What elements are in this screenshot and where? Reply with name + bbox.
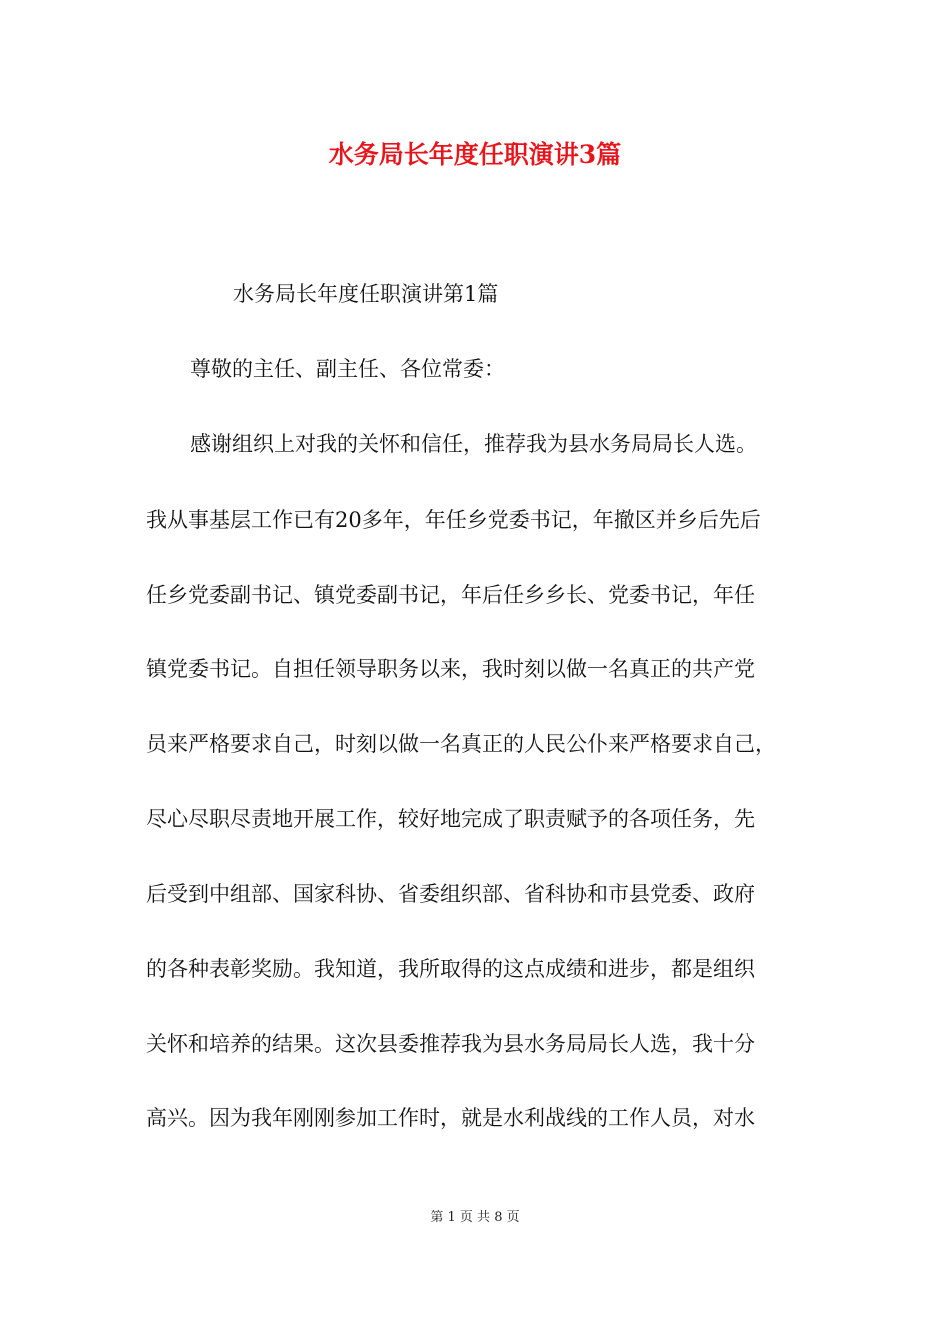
- paragraph-line: 任乡党委副书记、镇党委副书记，年后任乡乡长、党委书记，年任: [146, 583, 755, 607]
- document-title: 水务局长年度任职演讲3篇: [328, 140, 622, 169]
- paragraph-line: 感谢组织上对我的关怀和信任，推荐我为县水务局局长人选。: [190, 432, 757, 456]
- section-heading: 水务局长年度任职演讲第1篇: [233, 282, 499, 306]
- paragraph-line: 我从事基层工作已有20多年，年任乡党委书记，年撤区并乡后先后: [146, 508, 761, 532]
- paragraph-line: 员来严格要求自己，时刻以做一名真正的人民公仆来严格要求自己，: [146, 732, 776, 756]
- paragraph-line: 后受到中组部、国家科协、省委组织部、省科协和市县党委、政府: [146, 882, 755, 906]
- paragraph-line: 关怀和培养的结果。这次县委推荐我为县水务局局长人选，我十分: [146, 1032, 755, 1056]
- paragraph-line: 镇党委书记。自担任领导职务以来，我时刻以做一名真正的共产党: [146, 657, 755, 681]
- salutation: 尊敬的主任、副主任、各位常委：: [190, 357, 505, 381]
- paragraph-line: 的各种表彰奖励。我知道，我所取得的这点成绩和进步，都是组织: [146, 957, 755, 981]
- page-number-footer: 第 1 页 共 8 页: [430, 1210, 520, 1225]
- paragraph-line: 高兴。因为我年刚刚参加工作时，就是水利战线的工作人员，对水: [146, 1106, 755, 1130]
- paragraph-line: 尽心尽职尽责地开展工作，较好地完成了职责赋予的各项任务，先: [146, 807, 755, 831]
